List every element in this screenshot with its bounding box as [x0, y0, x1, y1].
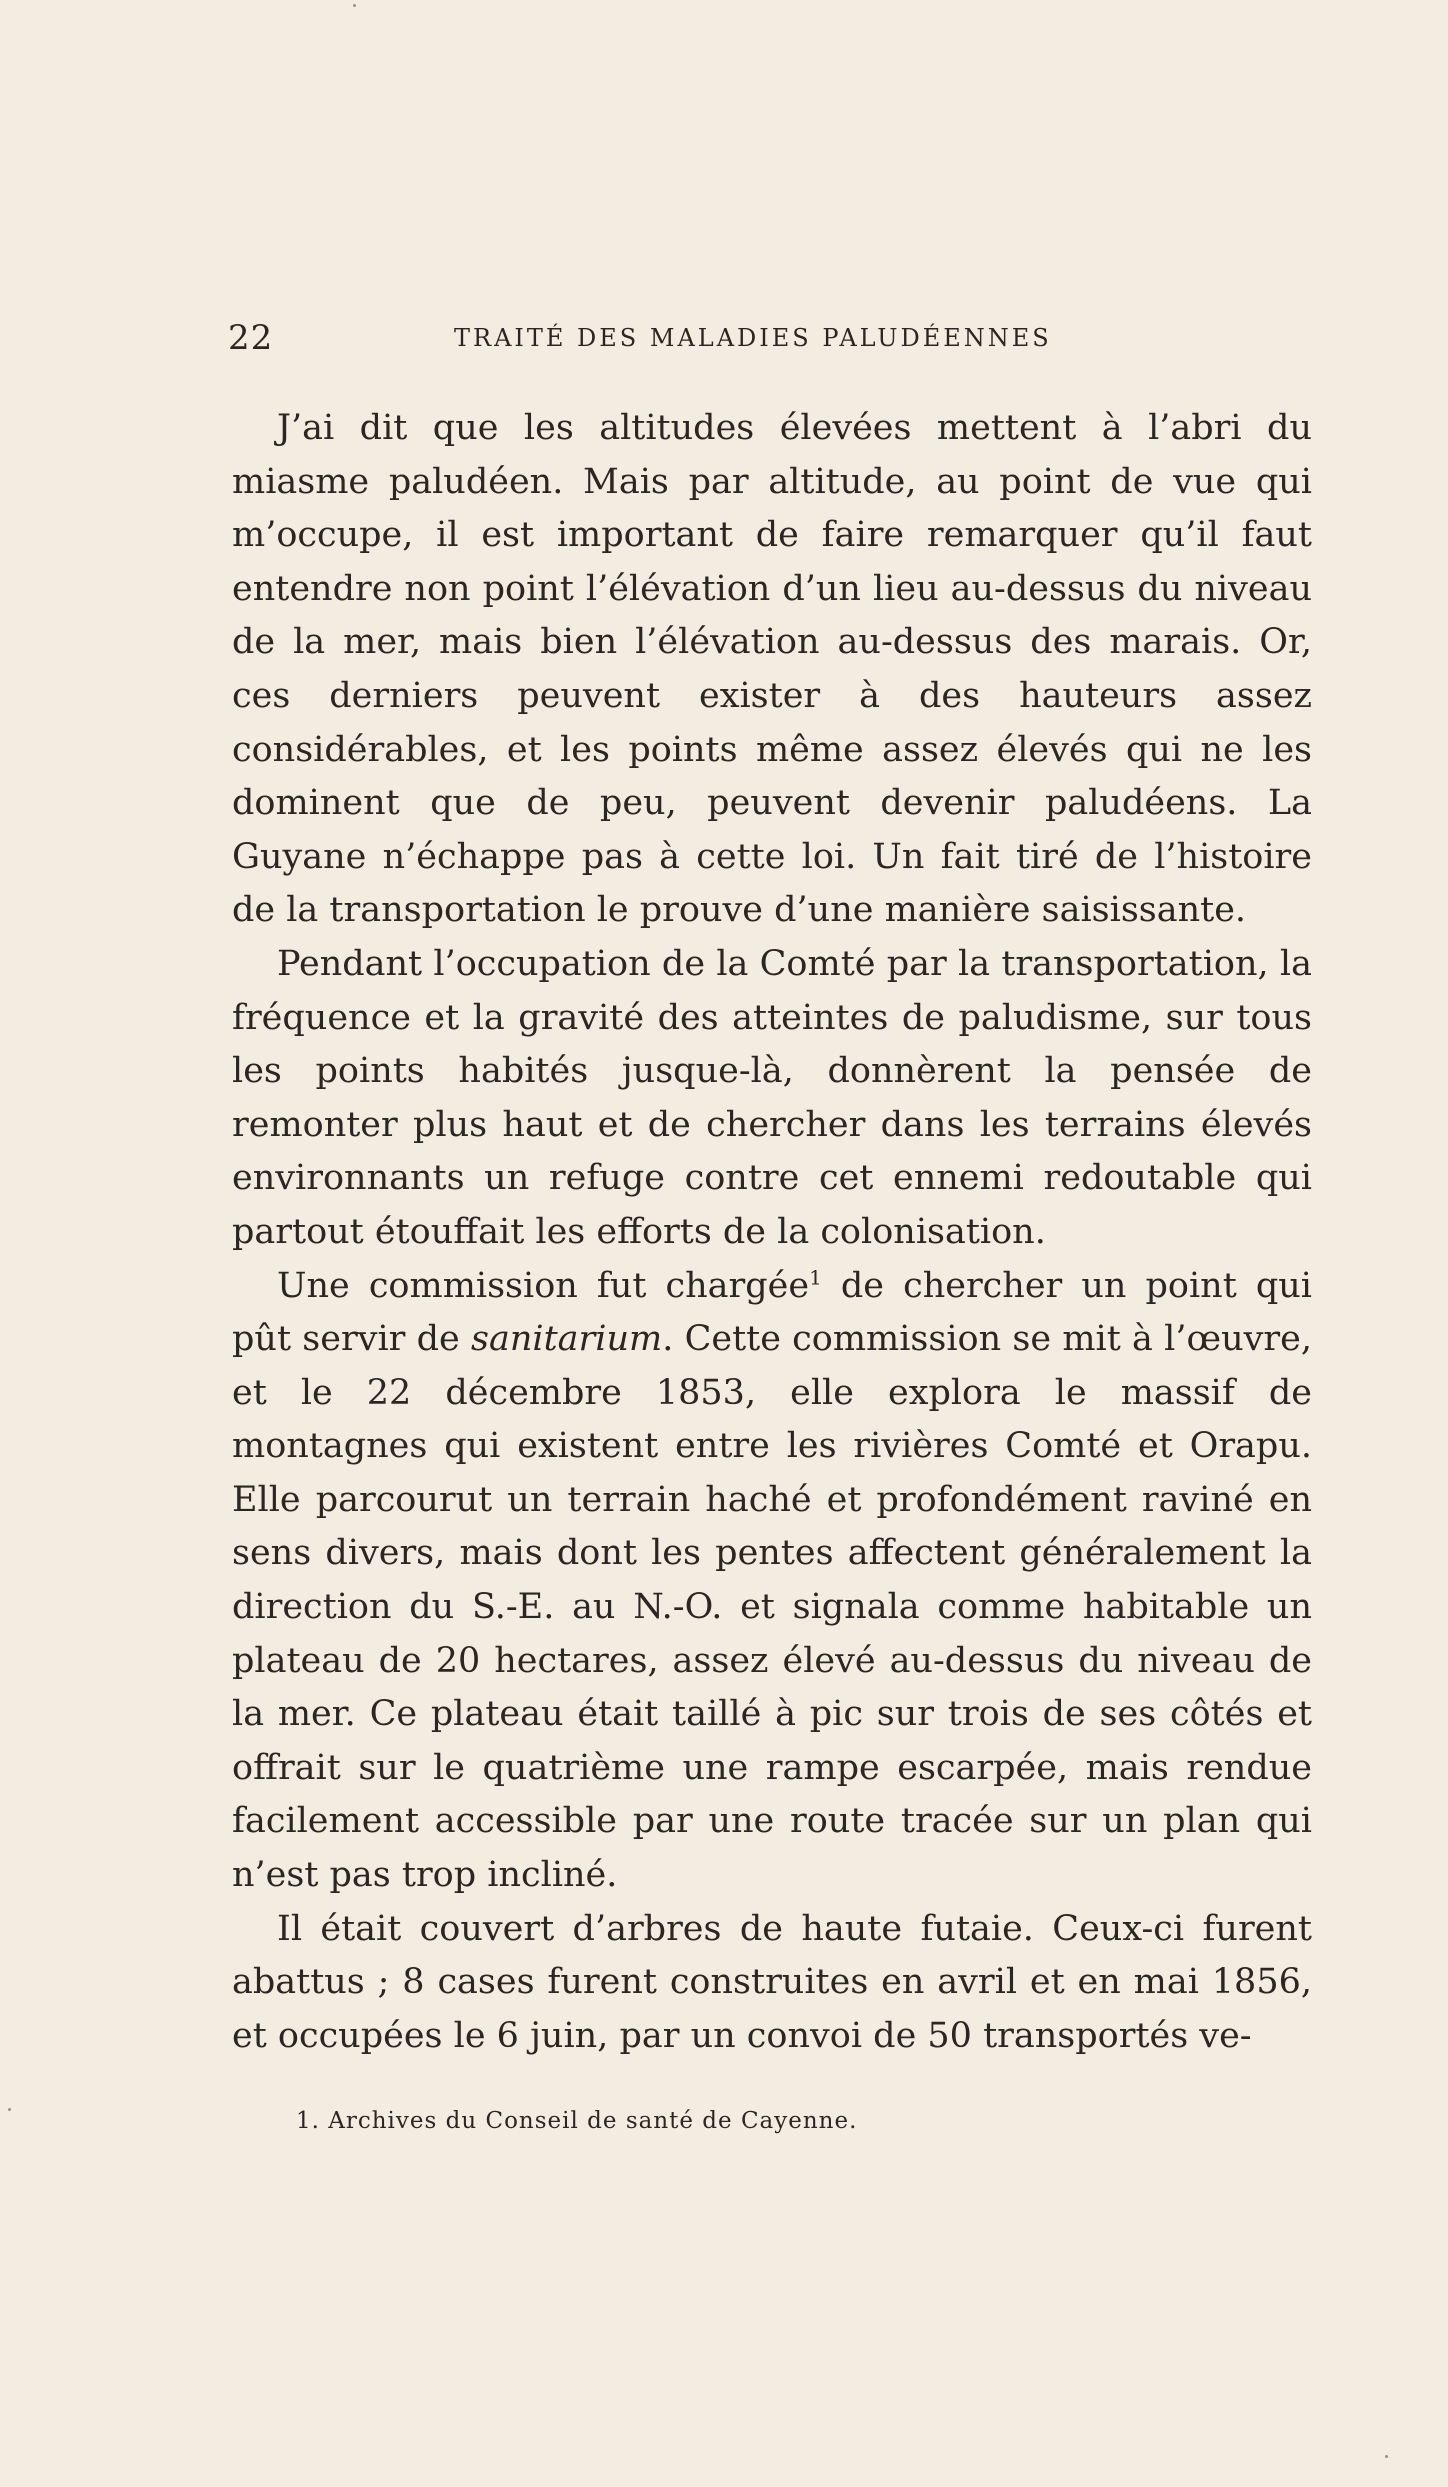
paragraph-3-start: Une commission fut chargée — [277, 1265, 810, 1306]
page-number: 22 — [228, 318, 274, 358]
paragraph-3 — [232, 1260, 1312, 1903]
body-text — [232, 402, 1312, 2063]
running-title: TRAITÉ DES MALADIES PALUDÉENNES — [454, 324, 1052, 352]
paragraph-2: Pendant l’occupation de la Comté par la transportation, la fréquence et la gravité des atteintes de paludisme, sur tous les points habités jusque-là, donnèrent la pensée de remonter plus haut et de chercher dans les terrains élevés environnants un refuge contre cet ennemi redoutable qui partout étouffait les efforts de la colonisation. — [232, 943, 1312, 1252]
paragraph-1: J’ai dit que les altitudes élevées mettent à l’abri du miasme paludéen. Mais par altitude, au point de vue qui m’occupe, il est important de faire remarquer qu’il faut entendre non point l’élévation d’un lieu au-dessus du niveau de la mer, mais bien l’élévation au-dessus des marais. Or, ces derniers peuvent exister à des hauteurs assez considérables, et les points même assez élevés qui ne les dominent que de peu, peuvent devenir paludéens. La Guyane n’échappe pas à cette loi. Un fait tiré de l’histoire de la transportation le prouve d’une manière saisissante. — [232, 408, 1312, 931]
footnote: 1. Archives du Conseil de santé de Cayenne. — [296, 2108, 858, 2134]
paragraph-4: Il était couvert d’arbres de haute futaie. Ceux-ci furent abattus ; 8 cases furent construites en avril et en mai 1856, et occupées le 6 juin, par un convoi de 50 transportés ve- — [232, 1908, 1312, 2056]
page-header — [228, 318, 1318, 358]
paragraph-3-end: . Cette commission se mit à l’œuvre, et le 22 décembre 1853, elle explora le massif de montagnes qui existent entre les rivières Comté et Orapu. Elle parcourut un terrain haché et profondément raviné en sens divers, mais dont les pentes affectent généralement la direction du S.-E. au N.-O. et signala comme habitable un plateau de 20 hectares, assez élevé au-dessus du niveau de la mer. Ce plateau était taillé à pic sur trois de ses côtés et offrait sur le quatrième une rampe escarpée, mais rendue facilement accessible par une route tracée sur un plan qui n’est pas trop incliné. — [232, 1319, 1312, 1896]
paper-speck — [8, 2108, 11, 2111]
paragraph-3-middle: de chercher un point qui pût servir de — [232, 1265, 1312, 1360]
italic-term: sanitarium — [471, 1319, 663, 1360]
footnote-reference: 1 — [809, 1264, 822, 1289]
paper-speck — [1385, 2455, 1388, 2458]
paper-speck — [353, 4, 356, 7]
